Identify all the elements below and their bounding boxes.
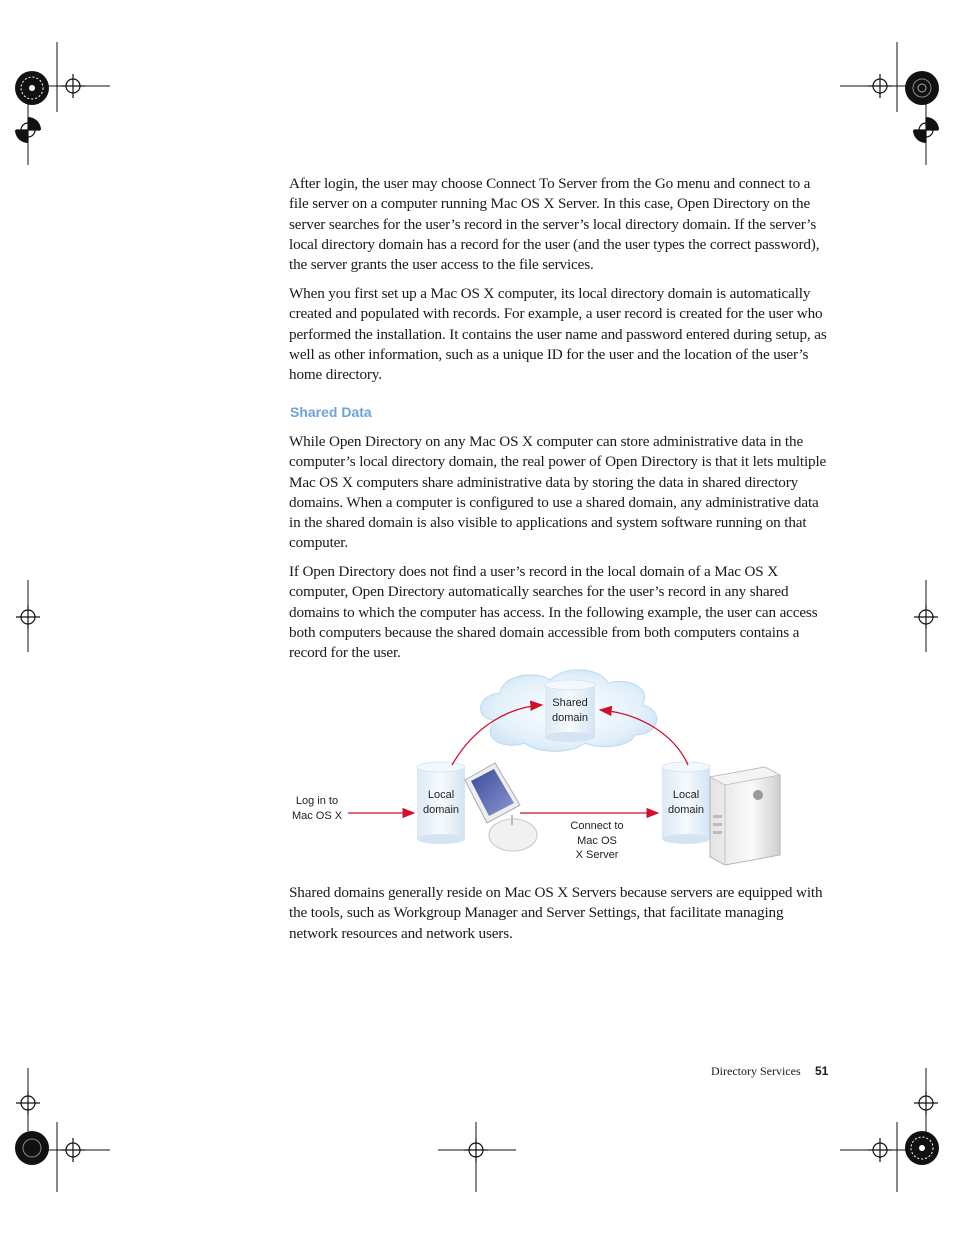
- imac-client-icon: [465, 763, 537, 851]
- shared-domain-label: [545, 696, 595, 725]
- footer-chapter-label: Directory Services: [711, 1064, 801, 1078]
- right-local-domain-label-line2: domain: [667, 803, 705, 816]
- left-local-domain-label: [417, 788, 465, 817]
- paragraph-shared-domains-servers: Shared domains generally reside on Mac OS X Servers because servers are equipped with the tools, such as Workgroup Manager and Server Settings, that facilitate managing network resources and network users.: [289, 884, 823, 942]
- login-label-line2: Mac OS X: [291, 809, 343, 822]
- paragraph-search-policy: If Open Directory does not find a user’s record in the local domain of a Mac OS X computer, Open Directory automatically searches for the user’s record in any shared domains to which the computer has access. In the following example, the user can access both computers because the shared domain accessible from both computers contains a record for the user.: [289, 563, 818, 662]
- login-label: [284, 794, 350, 823]
- login-label-line1: Log in to: [295, 795, 339, 807]
- connect-label-line3: X Server: [575, 849, 619, 861]
- connect-label-line2: Mac OS: [577, 834, 617, 847]
- left-local-domain-label-line1: Local: [427, 789, 455, 801]
- right-local-domain-label: [662, 788, 710, 817]
- connect-label-line1: Connect to: [570, 820, 624, 832]
- footer-page-number: 51: [815, 1064, 829, 1078]
- section-heading-shared-data: Shared Data: [290, 404, 372, 420]
- shared-domain-label-line1: Shared: [552, 697, 588, 709]
- paragraph-connect-to-server: After login, the user may choose Connect To Server from the Go menu and connect to a file server on a computer running Mac OS X Server. In this case, Open Directory on the server searches for the user’s record in the server’s local directory domain. If the server’s local directory domain has a record for the user (and the user types the correct password), the server grants the user access to the file services.: [289, 175, 820, 274]
- shared-domain-diagram: [280, 665, 810, 880]
- paragraph-local-domain-setup: When you first set up a Mac OS X computer, its local directory domain is automatically created and populated with records. For example, a user record is created for the user who performed the installation. It contains the user name and password entered during setup, as well as other information, such as a unique ID for the user and the location of the user’s home directory.: [289, 285, 827, 384]
- server-tower-icon: [710, 767, 780, 865]
- paragraph-shared-data: While Open Directory on any Mac OS X computer can store administrative data in the computer’s local directory domain, the real power of Open Directory is that it lets multiple Mac OS X computers share administrative data by storing the data in shared directory domains. When a computer is configured to use a shared domain, any administrative data in the shared domain is also visible to applications and system software running on that computer.: [289, 433, 827, 552]
- left-local-domain-label-line2: domain: [422, 803, 460, 816]
- right-local-domain-label-line1: Local: [672, 789, 700, 801]
- connect-to-server-label: [560, 819, 634, 863]
- shared-domain-label-line2: domain: [551, 711, 589, 724]
